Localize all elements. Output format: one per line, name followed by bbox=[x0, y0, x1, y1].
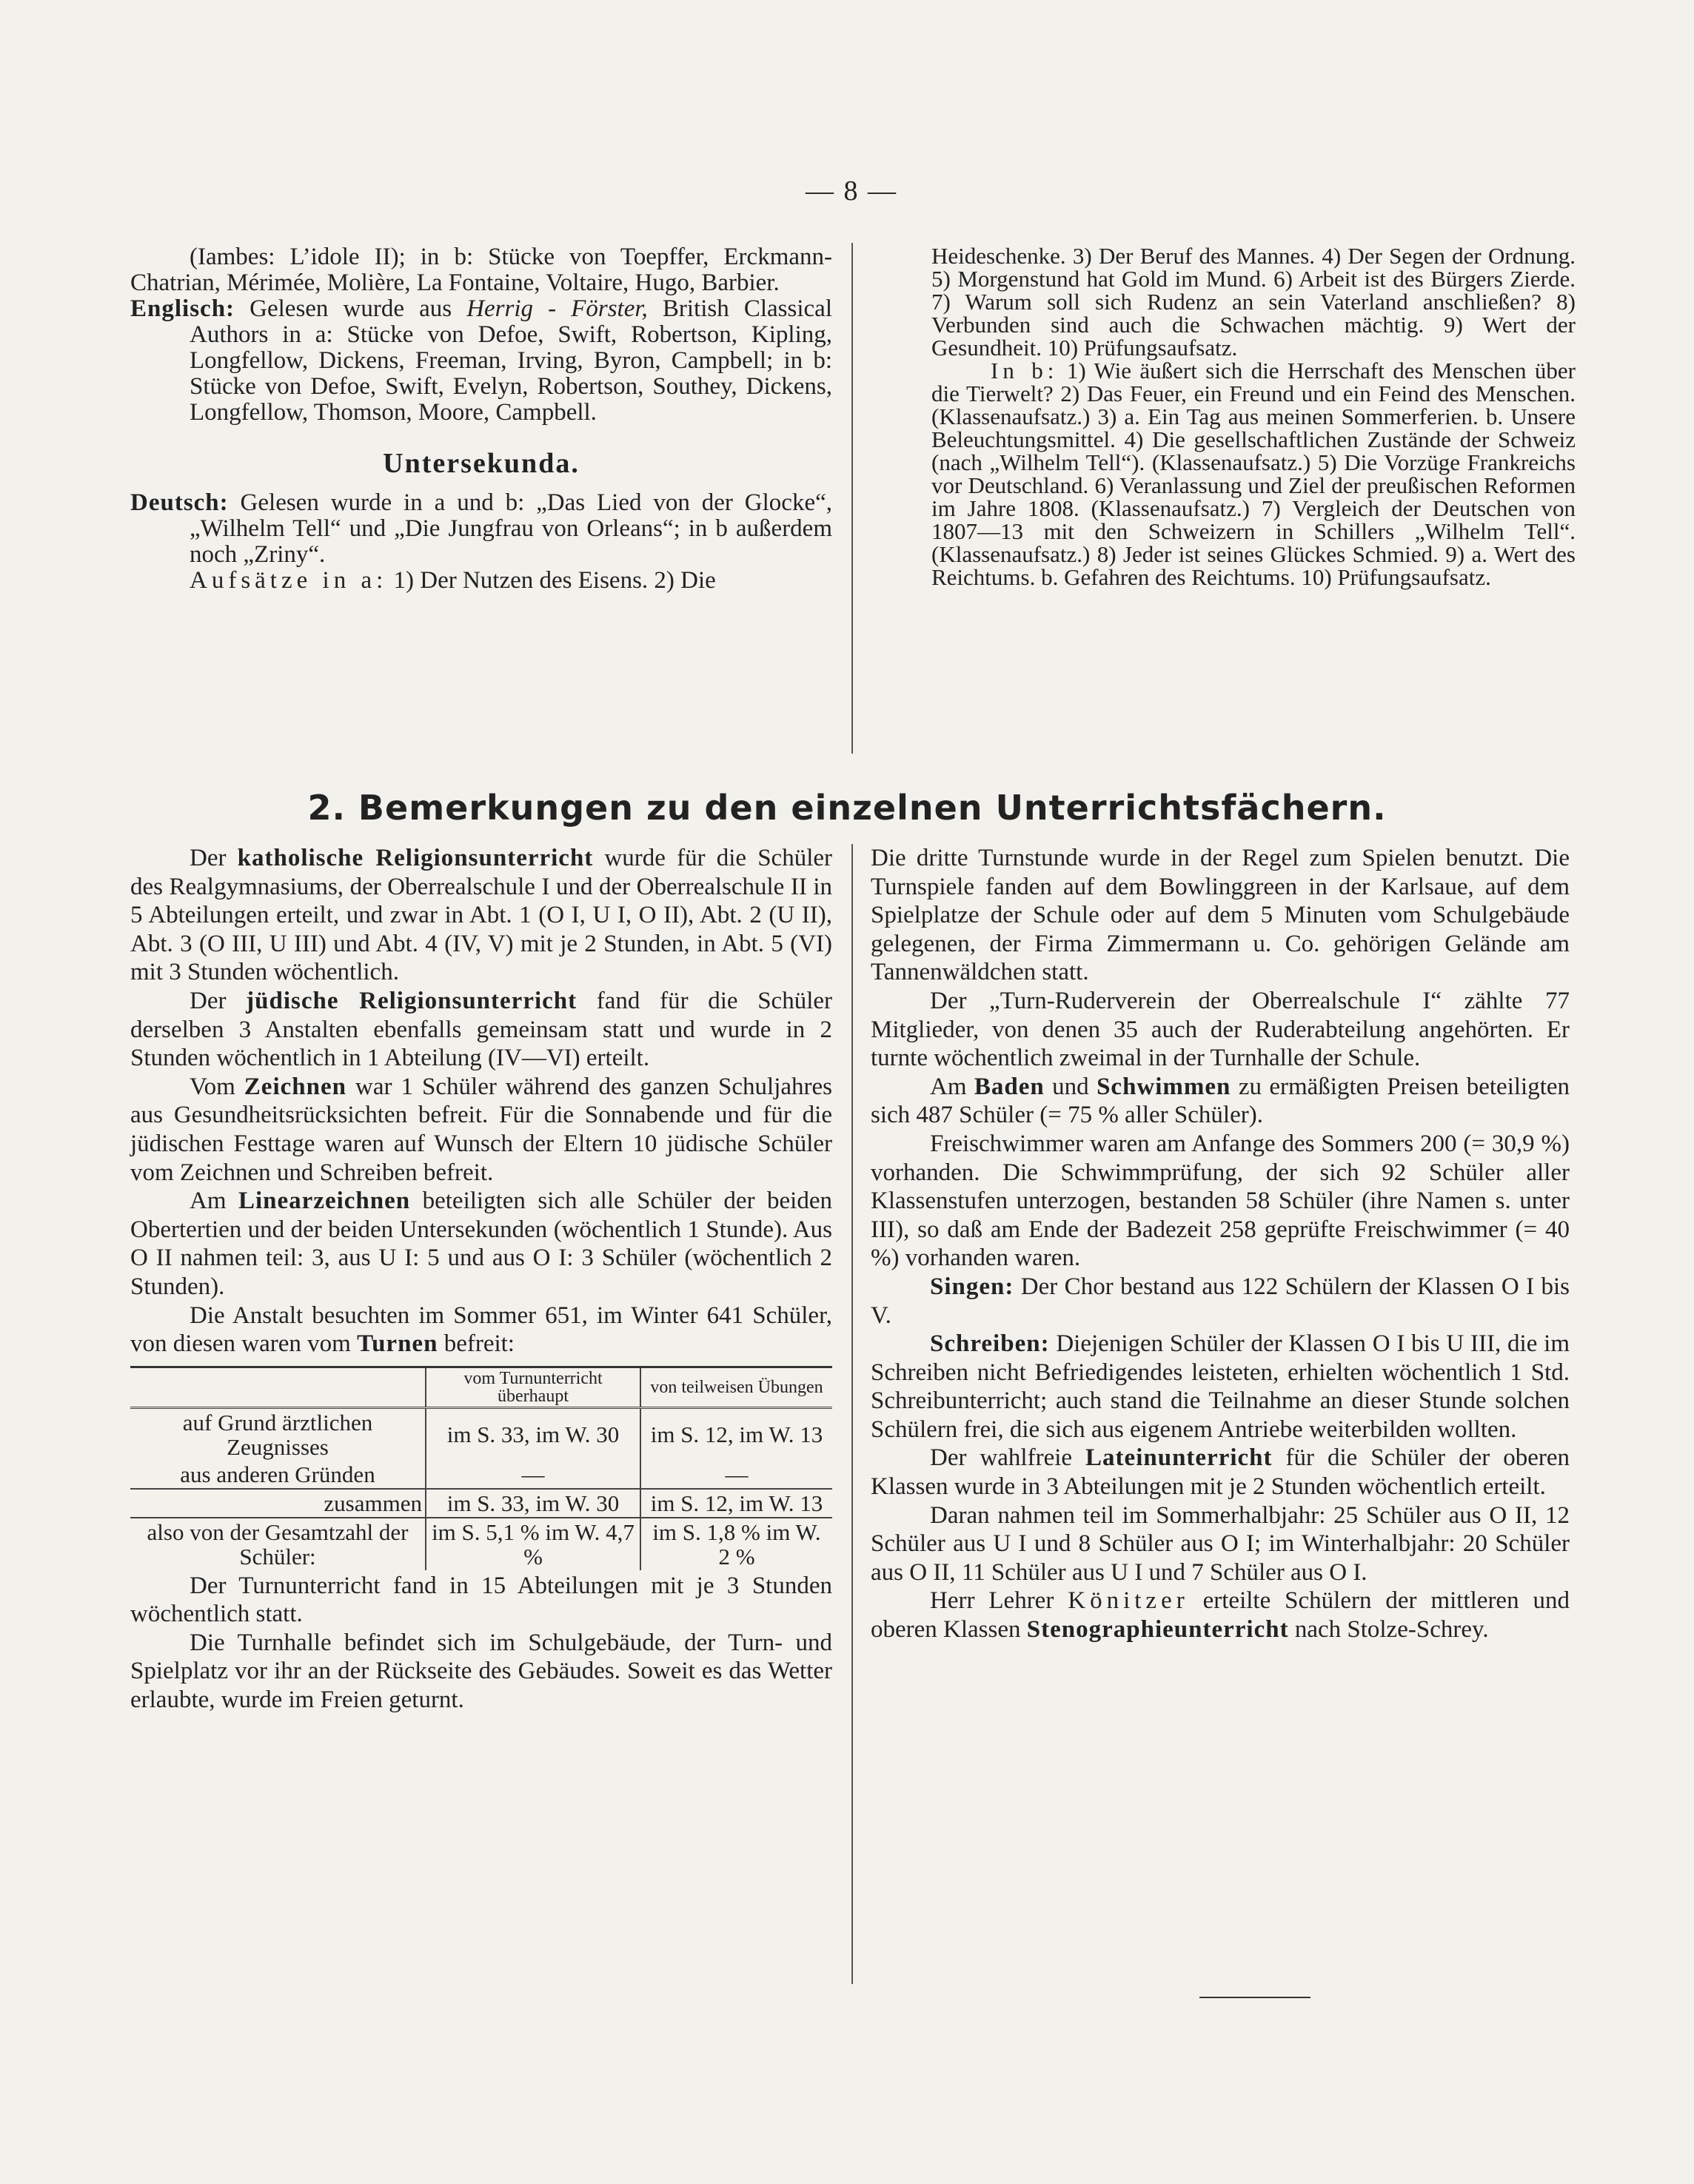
table-cell: im S. 1,8 % im W. 2 % bbox=[640, 1518, 832, 1570]
bottom-right-column bbox=[871, 844, 1570, 1644]
term-linearzeichnen: Linearzeichnen bbox=[238, 1188, 411, 1215]
term-katholischer-religionsunterricht: katholische Religionsunterricht bbox=[237, 845, 594, 871]
text-fragment: 1) Wie äußert sich die Herrschaft des Menschen über die Tierwelt? 2) Das Feuer, ein Freund und ein Feind des Menschen. (Klassenaufsatz.) 3) a. Ein Tag aus meinen Sommerferien. b. Unsere Beleuchtungsmittel. 4) Die gesellschaftlichen Zustände der Schweiz (nach „Wilhelm Tell“). (Klassenaufsatz.) 5) Die Vorzüge Frankreichs vor Deutschland. 6) Veranlassung und Ziel der preußischen Reformen im Jahre 1808. (Klassenaufsatz.) 7) Vergleich der Deutschen von 1807—13 mit den Schweizern in Schillers „Wilhelm Tell“. (Klassenaufsatz.) 8) Jeder ist seines Glückes Schmied. 9) a. Wert des Reichtums. b. Gefahren des Reichtums. 10) Prüfungsaufsatz. bbox=[931, 358, 1576, 590]
table-row bbox=[130, 1461, 832, 1489]
term-turnen: Turnen bbox=[357, 1330, 438, 1358]
text-fragment: Gelesen wurde aus bbox=[235, 295, 467, 322]
paragraph-turnhalle: Die Turnhalle befindet sich im Schulgebäude, der Turn- und Spielplatz vor ihr an der Rückseite des Gebäudes. Soweit es das Wetter erlaubte, wurde im Freien geturnt. bbox=[130, 1629, 832, 1714]
top-left-column bbox=[130, 244, 832, 594]
paragraph-freischwimmer: Freischwimmer waren am Anfange des Sommers 200 (= 30,9 %) vorhanden. Die Schwimmprüfung, der sich 92 Schüler aller Klassenstufen unterzogen, bestanden 58 Schüler (ihre Namen s. unter III), so daß am Ende der Badezeit 258 geprüfte Freischwimmer (= 40 %) vorhanden waren. bbox=[871, 1130, 1570, 1272]
paragraph-french-reading: (Iambes: L’idole II); in b: Stücke von Toepffer, Erckmann-Chatrian, Mérimée, Molière, La Fontaine, Voltaire, Hugo, Barbier. bbox=[130, 244, 832, 296]
paragraph-aufsaetze-b bbox=[931, 359, 1576, 589]
label-aufsaetze: Aufsätze in a: bbox=[190, 567, 388, 594]
table-row bbox=[130, 1407, 832, 1461]
term-juedischer-religionsunterricht: jüdische Religionsunterricht bbox=[246, 987, 578, 1014]
paragraph-katholisch bbox=[130, 844, 832, 987]
text-fragment: Der bbox=[190, 845, 238, 871]
table-cell: im S. 33, im W. 30 bbox=[426, 1489, 640, 1518]
paragraph-turnstunde: Die dritte Turnstunde wurde in der Regel zum Spielen benutzt. Die Turnspiele fanden auf dem Bowlinggreen in der Karlsaue, auf dem Spielplatze der Schule oder auf dem 5 Minuten vom Schulgebäude gelegenen, der Firma Zimmermann u. Co. gehörigen Gelände am Tannenwäldchen statt. bbox=[871, 845, 1570, 986]
text-fragment: für die Schüler der oberen Klassen wurde in 3 Abteilungen mit je 2 Stunden wöchentlich erteilt. bbox=[871, 1444, 1570, 1501]
paragraph-singen bbox=[871, 1273, 1570, 1330]
term-zeichnen: Zeichnen bbox=[244, 1073, 346, 1100]
subheading-untersekunda: Untersekunda. bbox=[383, 448, 580, 479]
text-fragment: erteilte Schülern der mittleren und oberen Klassen bbox=[871, 1587, 1570, 1644]
section-title: 2. Bemerkungen zu den einzelnen Unterrichtsfächern. bbox=[307, 788, 1387, 828]
turnen-befreiung-table bbox=[130, 1366, 832, 1570]
page-number: — 8 — bbox=[806, 175, 897, 207]
term-schwimmen: Schwimmen bbox=[1097, 1073, 1231, 1100]
paragraph-juedisch bbox=[130, 987, 832, 1073]
paragraph-stenographie bbox=[871, 1587, 1570, 1644]
text-fragment: befreit: bbox=[438, 1330, 515, 1358]
title-herrig-foerster: Herrig - Förster, bbox=[466, 295, 648, 322]
table-cell: also von der Gesamtzahl der Schüler: bbox=[130, 1518, 426, 1570]
table-row bbox=[130, 1518, 832, 1570]
text-fragment: Der wahlfreie bbox=[930, 1444, 1086, 1472]
paragraph-baden bbox=[871, 1073, 1570, 1130]
term-lateinunterricht: Lateinunterricht bbox=[1085, 1444, 1273, 1472]
paragraph-turnunterricht: Der Turnunterricht fand in 15 Abteilungen mit je 3 Stunden wöchentlich statt. bbox=[130, 1572, 832, 1628]
bottom-left-column bbox=[130, 844, 832, 1715]
text-fragment: Herr Lehrer bbox=[930, 1587, 1068, 1615]
term-schreiben: Schreiben: bbox=[930, 1330, 1050, 1358]
text-fragment: und bbox=[1044, 1073, 1097, 1100]
text-fragment: wurde für die Schüler des Realgymnasiums, der Oberrealschule I und der Oberrealschule II in 5 Abteilungen erteilt, und zwar in Abt. 1 (O I, U I, O II), Abt. 2 (U II), Abt. 3 (O III, U III) und Abt. 4 (IV, V) mit je 2 Stunden, in Abt. 5 (VI) mit 3 Stunden wöchentlich. bbox=[130, 845, 832, 986]
text-fragment: fand für die Schüler derselben 3 Anstalten ebenfalls gemeinsam statt und wurde in 2 Stunden wöchentlich in 1 Abteilung (IV—VI) erteilt. bbox=[130, 987, 833, 1072]
paragraph-anstalt-besuch bbox=[130, 1302, 832, 1359]
text-fragment: Vom bbox=[190, 1073, 244, 1100]
paragraph-aufsaetze-continued: Heideschenke. 3) Der Beruf des Mannes. 4) Der Segen der Ordnung. 5) Morgenstund hat Gold im Mund. 6) Arbeit ist des Bürgers Zierde. 7) Warum soll sich Rudenz an sein Vaterland anschließen? 8) Verbunden sind auch die Schwachen mächtig. 9) Wert der Gesundheit. 10) Prüfungsaufsatz. bbox=[931, 243, 1576, 361]
text-fragment: 1) Der Nutzen des Eisens. 2) Die bbox=[387, 567, 716, 594]
text-fragment: Der bbox=[190, 987, 247, 1014]
term-stenographieunterricht: Stenographieunterricht bbox=[1026, 1616, 1289, 1644]
text-fragment: Diejenigen Schüler der Klassen O I bis U III, die im Schreiben nicht Befriedigendes leisteten, erhielten wöchentlich 1 Std. Schreibunterricht; auch stand die Teilnahme an dieser Stunde solchen Schülern frei, die sich aus eigenem Antriebe weiterbilden wollten. bbox=[871, 1330, 1570, 1443]
text-fragment: nach Stolze-Schrey. bbox=[1288, 1616, 1489, 1644]
paragraph-zeichnen bbox=[130, 1073, 832, 1187]
column-divider-bottom bbox=[851, 844, 853, 1984]
table-header-cell: vom Turnunterricht überhaupt bbox=[426, 1367, 640, 1407]
table-cell: im S. 5,1 % im W. 4,7 % bbox=[426, 1518, 640, 1570]
paragraph-aufsaetze-a bbox=[130, 568, 832, 594]
paragraph-englisch bbox=[130, 296, 832, 426]
text-fragment: Am bbox=[190, 1188, 238, 1215]
text-fragment: Gelesen wurde in a und b: „Das Lied von der Glocke“, „Wilhelm Tell“ und „Die Jungfrau von Orleans“; in b außerdem noch „Zriny“. bbox=[190, 489, 832, 568]
label-in-b: In b: bbox=[991, 358, 1059, 383]
top-right-column bbox=[931, 244, 1576, 589]
column-divider-top bbox=[851, 243, 853, 754]
text-fragment: British Classical Authors in a: Stücke von Defoe, Swift, Robertson, Kipling, Longfellow, Dickens, Freeman, Irving, Byron, Campbell; in b: Stücke von Defoe, Swift, Evelyn, Robertson, Southey, Dickens, Longfellow, Thomson, Moore, Campbell. bbox=[190, 295, 832, 426]
name-koenitzer: Könitzer bbox=[1068, 1587, 1189, 1615]
table-header-cell: von teilweisen Übungen bbox=[640, 1367, 832, 1407]
table-cell: auf Grund ärztlichen Zeugnisses bbox=[130, 1407, 426, 1461]
paragraph-ruderverein: Der „Turn-Ruderverein der Oberrealschule I“ zählte 77 Mitglieder, von denen 35 auch der Ruderabteilung angehörten. Er turnte wöchentlich zweimal in der Turnhalle der Schule. bbox=[871, 987, 1570, 1072]
table-cell: im S. 12, im W. 13 bbox=[650, 1421, 823, 1448]
table-cell: — bbox=[725, 1461, 749, 1487]
text-fragment: beteiligten sich alle Schüler der beiden Obertertien und der beiden Untersekunden (wöchentlich 1 Stunde). Aus O II nahmen teil: 3, aus U I: 5 und aus O I: 3 Schüler (wöchentlich 2 Stunden). bbox=[130, 1188, 832, 1300]
paragraph-schreiben bbox=[871, 1330, 1570, 1444]
table-row bbox=[130, 1489, 832, 1518]
term-baden: Baden bbox=[974, 1073, 1045, 1100]
paragraph-teilnahme: Daran nahmen teil im Sommerhalbjahr: 25 Schüler aus O II, 12 Schüler aus U I und 8 Schüler aus O I; im Winterhalbjahr: 20 Schüler aus O II, 11 Schüler aus U I und 7 Schüler aus O I. bbox=[871, 1501, 1570, 1586]
text-fragment: Die Anstalt besuchten im Sommer 651, im Winter 641 Schüler, von diesen waren vom bbox=[130, 1302, 832, 1358]
table-cell: im S. 33, im W. 30 bbox=[426, 1407, 640, 1461]
paragraph-latein bbox=[871, 1444, 1570, 1501]
table-cell: aus anderen Gründen bbox=[130, 1461, 426, 1489]
label-englisch: Englisch: bbox=[130, 295, 235, 322]
text-fragment: Der Chor bestand aus 122 Schülern der Klassen O I bis V. bbox=[871, 1273, 1570, 1329]
label-deutsch: Deutsch: bbox=[130, 489, 229, 516]
end-rule bbox=[1199, 1997, 1310, 1998]
paragraph-deutsch bbox=[130, 490, 832, 568]
table-cell: zusammen bbox=[130, 1489, 426, 1518]
table-cell: im S. 12, im W. 13 bbox=[640, 1489, 832, 1518]
text-fragment: Am bbox=[930, 1073, 974, 1100]
term-singen: Singen: bbox=[930, 1273, 1014, 1300]
paragraph-linearzeichnen bbox=[130, 1187, 832, 1301]
text-fragment: war 1 Schüler während des ganzen Schuljahres aus Gesundheitsrücksichten befreit. Für die Sonnabende und für die jüdischen Festtage waren auf Wunsch der Eltern 10 jüdische Schüler vom Zeichnen und Schreiben befreit. bbox=[130, 1073, 832, 1186]
table-cell: — bbox=[426, 1461, 640, 1489]
text-fragment: zu ermäßigten Preisen beteiligten sich 487 Schüler (= 75 % aller Schüler). bbox=[871, 1073, 1570, 1129]
table-header-row bbox=[130, 1367, 832, 1407]
table-header-cell bbox=[130, 1367, 426, 1407]
